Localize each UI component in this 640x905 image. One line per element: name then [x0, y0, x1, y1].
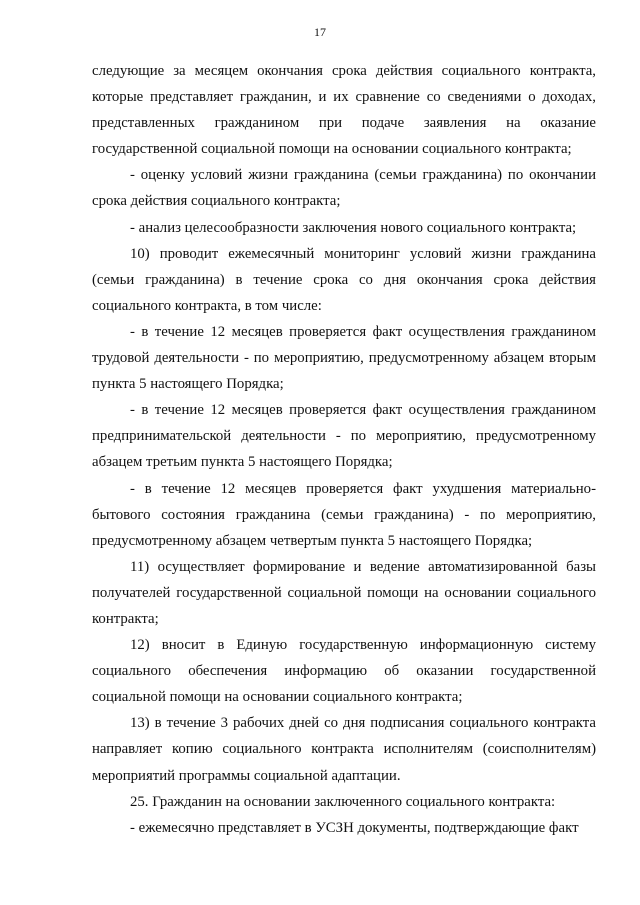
document-body	[92, 58, 596, 841]
paragraph-monthly-documents: - ежемесячно представляет в УСЗН документы, подтверждающие факт	[130, 819, 579, 836]
paragraph-entrepreneurship-check: - в течение 12 месяцев проверяется факт осуществления гражданином предпринимательской деятельности - по мероприятию, предусмотренному абзацем третьим пункта 5 настоящего Порядка;	[92, 402, 596, 471]
paragraph-item-13: 13) в течение 3 рабочих дней со дня подписания социального контракта направляет копию социального контракта исполнителям (соисполнителям) мероприятий программы социальной адаптации.	[92, 715, 596, 784]
paragraph-material-condition-check: - в течение 12 месяцев проверяется факт ухудшения материально-бытового состояния гражданина (семьи гражданина) - по мероприятию, предусмотренному абзацем четвертым пункта 5 настоящего Порядка;	[92, 480, 596, 549]
paragraph-new-contract-analysis: - анализ целесообразности заключения нового социального контракта;	[130, 219, 577, 236]
paragraph-item-10: 10) проводит ежемесячный мониторинг условий жизни гражданина (семьи гражданина) в течение срока со дня окончания срока действия социального контракта, в том числе:	[92, 245, 596, 314]
paragraph-employment-check: - в течение 12 месяцев проверяется факт осуществления гражданином трудовой деятельности - по мероприятию, предусмотренному абзацем вторым пункта 5 настоящего Порядка;	[92, 323, 596, 393]
paragraph-item-11: 11) осуществляет формирование и ведение автоматизированной базы получателей государственной социальной помощи на основании социального контракта;	[92, 558, 596, 627]
paragraph-living-conditions-assessment: - оценку условий жизни гражданина (семьи гражданина) по окончании срока действия социального контракта;	[92, 167, 596, 210]
paragraph-section-25: 25. Гражданин на основании заключенного социального контракта:	[130, 793, 556, 810]
page-number: 17	[314, 25, 326, 39]
paragraph-item-12: 12) вносит в Единую государственную информационную систему социального обеспечения информацию об оказании государственной социальной помощи на основании социального контракта;	[92, 637, 596, 706]
paragraph-continuation: следующие за месяцем окончания срока действия социального контракта, которые представляет гражданин, и их сравнение со сведениями о доходах, представленных гражданином при подаче заявления на оказание государственной социальной помощи на основании социального контракта;	[92, 63, 596, 158]
